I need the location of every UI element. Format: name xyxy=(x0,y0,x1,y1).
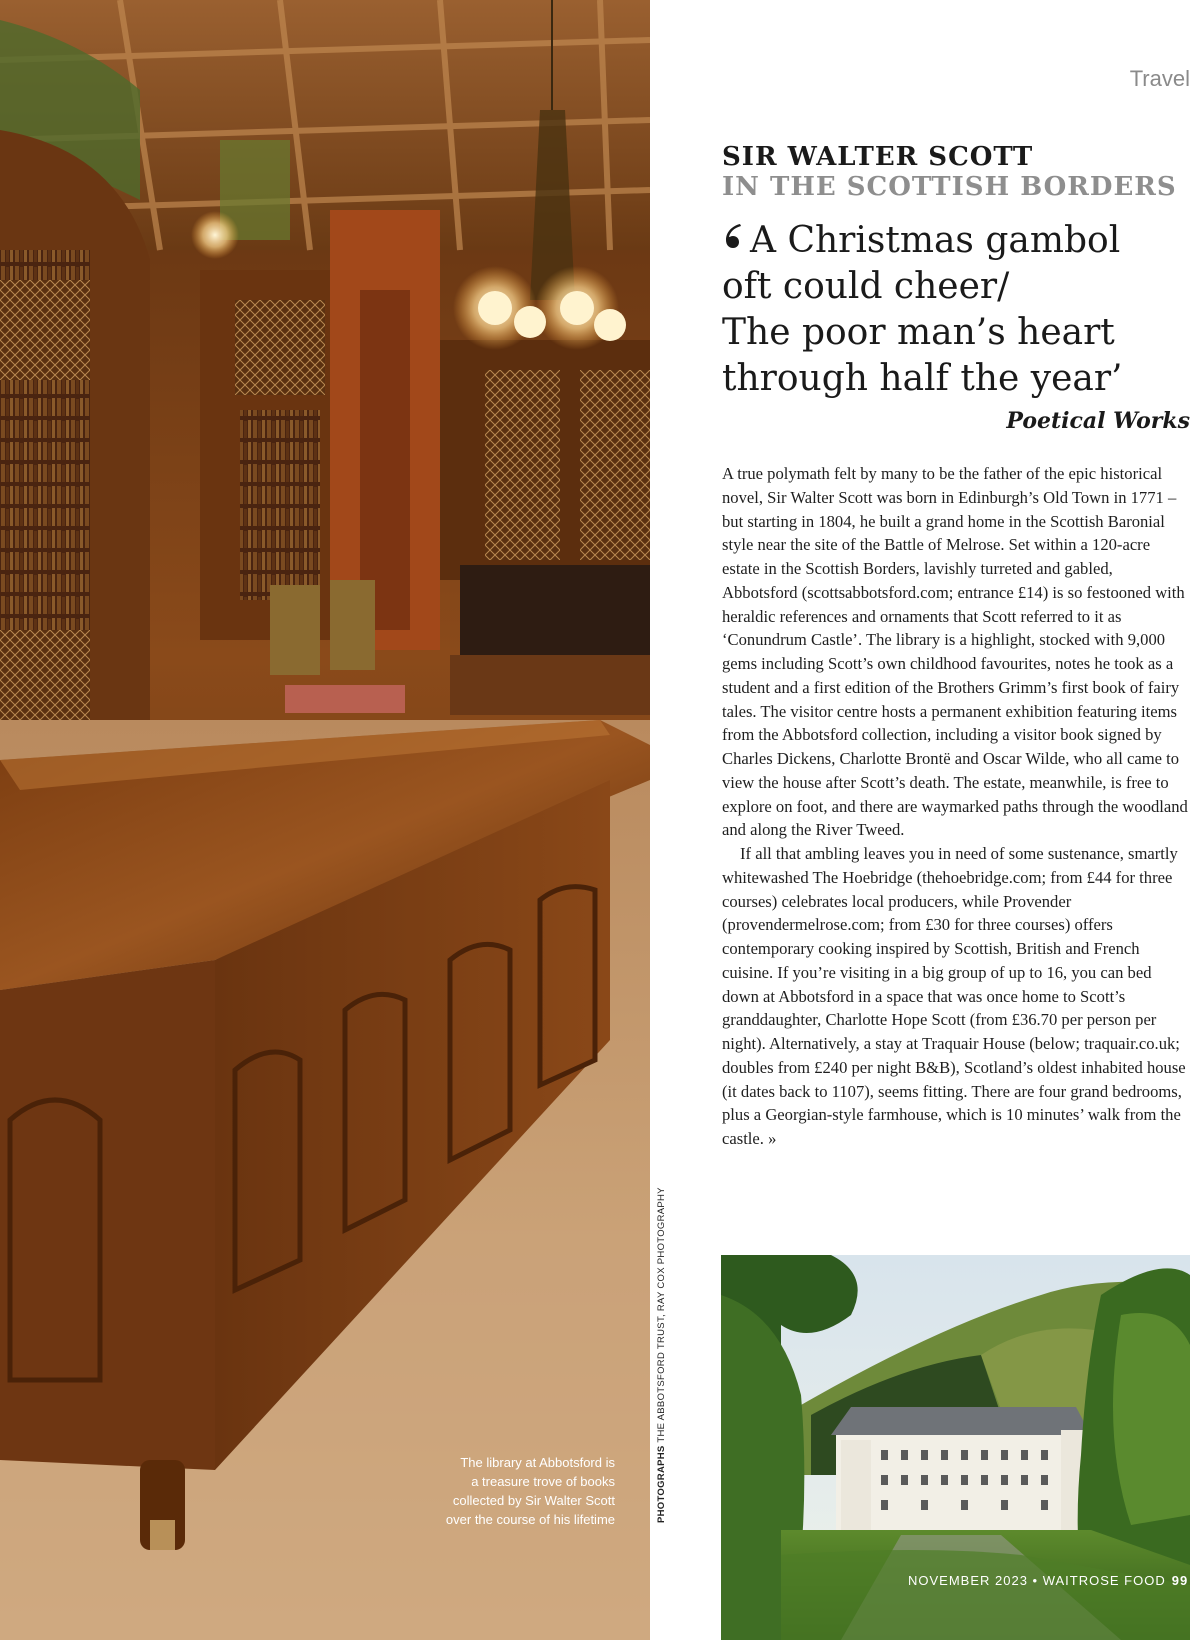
quote-line: through half the year’ xyxy=(722,358,1123,399)
pull-quote xyxy=(722,218,1192,434)
article-body xyxy=(722,462,1190,1151)
quote-line: A Christmas gambol xyxy=(750,220,1121,261)
quote-line: oft could cheer/ xyxy=(722,266,1010,307)
headline-line-2: IN THE SCOTTISH BORDERS xyxy=(722,172,1177,202)
body-paragraph: If all that ambling leaves you in need of some sustenance, smartly whitewashed The Hoebridge (thehoebridge.com; from £44 for three courses) celebrates local producers, while Provender (provendermelrose.com; from £30 for three courses) offers contemporary cooking inspired by Scottish, British and French cuisine. If you’re visiting in a big group of up to 16, you can bed down at Abbotsford in a space that was once home to Scott’s granddaughter, Charlotte Hope Scott (from £36.70 per person per night). Alternatively, a stay at Traquair House (below; traquair.co.uk; doubles from £240 per night B&B), Scotland’s oldest inhabited house (it dates back to 1107), seems fitting. There are four grand bedrooms, plus a Georgian-style farmhouse, which is 10 minutes’ walk from the castle. » xyxy=(722,844,1186,1148)
page-number: 99 xyxy=(1171,1573,1189,1588)
photo-credit-text: THE ABBOTSFORD TRUST, RAY COX PHOTOGRAPHY xyxy=(656,1187,667,1443)
quote-line: The poor man’s heart xyxy=(722,312,1115,353)
section-tag: Travel xyxy=(1129,66,1190,91)
headline xyxy=(722,142,1192,202)
caption-line: collected by Sir Walter Scott xyxy=(452,1493,615,1508)
photo-credit-label: PHOTOGRAPHS xyxy=(656,1445,667,1523)
page-footer xyxy=(908,1573,1188,1588)
open-quote-icon xyxy=(722,220,742,250)
caption-line: over the course of his lifetime xyxy=(445,1512,615,1527)
photo-credit xyxy=(656,1187,667,1523)
caption-line: The library at Abbotsford is xyxy=(460,1455,615,1470)
quote-attribution: Poetical Works xyxy=(1006,408,1190,434)
headline-line-1: SIR WALTER SCOTT xyxy=(722,142,1034,172)
footer-issue: NOVEMBER 2023 • WAITROSE FOOD xyxy=(908,1573,1166,1588)
body-paragraph: A true polymath felt by many to be the father of the epic historical novel, Sir Walter Scott was born in Edinburgh’s Old Town in 1771 – but starting in 1804, he built a grand home in the Scottish Baronial style near the site of the Battle of Melrose. Set within a 120-acre estate in the Scottish Borders, lavishly turreted and gabled, Abbotsford (scottsabbotsford.com; entrance £14) is so festooned with heraldic references and ornaments that Scott referred to it as ‘Conundrum Castle’. The library is a highlight, stocked with 9,000 gems including Scott’s own childhood favourites, notes he took as a student and a first edition of the Brothers Grimm’s first book of fairy tales. The visitor centre hosts a permanent exhibition featuring items from the Abbotsford collection, including a visitor book signed by Charles Dickens, Charlotte Brontë and Oscar Wilde, who all came to view the house after Scott’s death. The estate, meanwhile, is free to explore on foot, and there are waymarked paths through the woodland and along the River Tweed. xyxy=(722,464,1188,840)
photo-caption xyxy=(400,1453,615,1529)
caption-line: a treasure trove of books xyxy=(471,1474,615,1489)
